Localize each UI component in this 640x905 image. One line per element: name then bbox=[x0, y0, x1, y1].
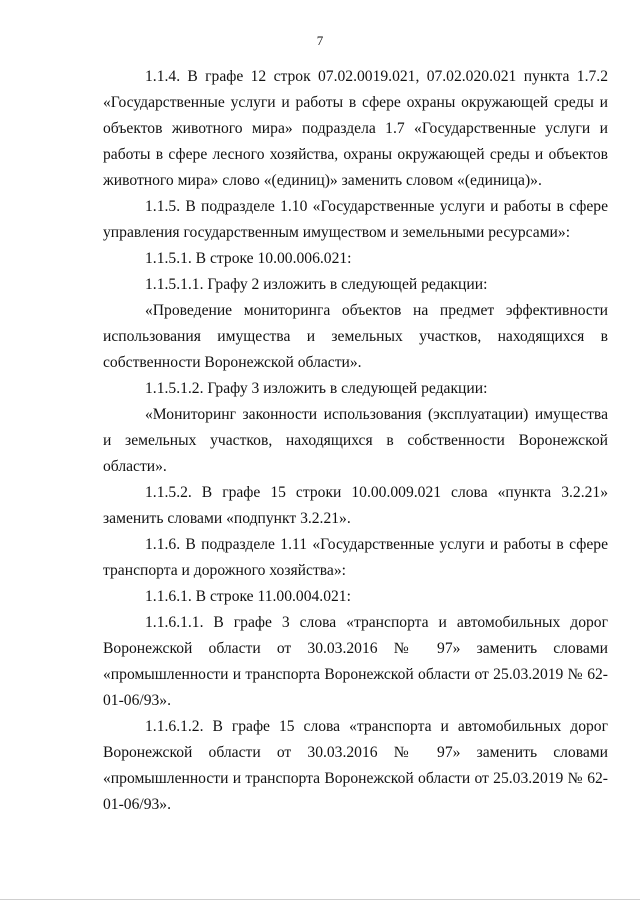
page-number: 7 bbox=[316, 33, 324, 48]
paragraph-1-1-5-2: 1.1.5.2. В графе 15 строки 10.00.009.021 слова «пункта 3.2.21» заменить словами «подпункт 3.2.21». bbox=[103, 484, 608, 527]
paragraph-1-1-6-1-2: 1.1.6.1.2. В графе 15 слова «транспорта и автомобильных дорог Воронежской области от 30.03.2016 № 97» заменить словами «промышленности и транспорта Воронежской области от 25.03.2019 № 62-01-06/93». bbox=[103, 718, 608, 813]
paragraph-1-1-6: 1.1.6. В подразделе 1.11 «Государственные услуги и работы в сфере транспорта и дорожного хозяйства»: bbox=[103, 536, 608, 579]
paragraph-1-1-4: 1.1.4. В графе 12 строк 07.02.0019.021, 07.02.020.021 пункта 1.7.2 «Государственные услуги и работы в сфере охраны окружающей среды и объектов животного мира» подраздела 1.7 «Государственные услуги и работы в сфере лесного хозяйства, охраны окружающей среды и объектов животного мира» слово «(единиц)» заменить словом «(единица)». bbox=[103, 68, 608, 189]
paragraph-1-1-5: 1.1.5. В подразделе 1.10 «Государственные услуги и работы в сфере управления государственным имуществом и земельными ресурсами»: bbox=[103, 198, 608, 241]
paragraph-1-1-5-1-2: 1.1.5.1.2. Графу 3 изложить в следующей редакции: bbox=[145, 380, 488, 397]
paragraph-1-1-5-1-1: 1.1.5.1.1. Графу 2 изложить в следующей редакции: bbox=[145, 276, 488, 293]
paragraph-1-1-6-1-1: 1.1.6.1.1. В графе 3 слова «транспорта и автомобильных дорог Воронежской области от 30.03.2016 № 97» заменить словами «промышленности и транспорта Воронежской области от 25.03.2019 № 62-01-06/93». bbox=[103, 614, 608, 709]
paragraph-quote-graph-2: «Проведение мониторинга объектов на предмет эффективности использования имущества и земельных участков, находящихся в собственности Воронежской области». bbox=[103, 302, 608, 371]
document-body bbox=[103, 64, 608, 818]
paragraph-1-1-6-1: 1.1.6.1. В строке 11.00.004.021: bbox=[145, 588, 351, 605]
bottom-rule bbox=[0, 899, 640, 900]
paragraph-1-1-5-1: 1.1.5.1. В строке 10.00.006.021: bbox=[145, 250, 352, 267]
paragraph-quote-graph-3: «Мониторинг законности использования (эксплуатации) имущества и земельных участков, находящихся в собственности Воронежской области». bbox=[103, 406, 608, 475]
